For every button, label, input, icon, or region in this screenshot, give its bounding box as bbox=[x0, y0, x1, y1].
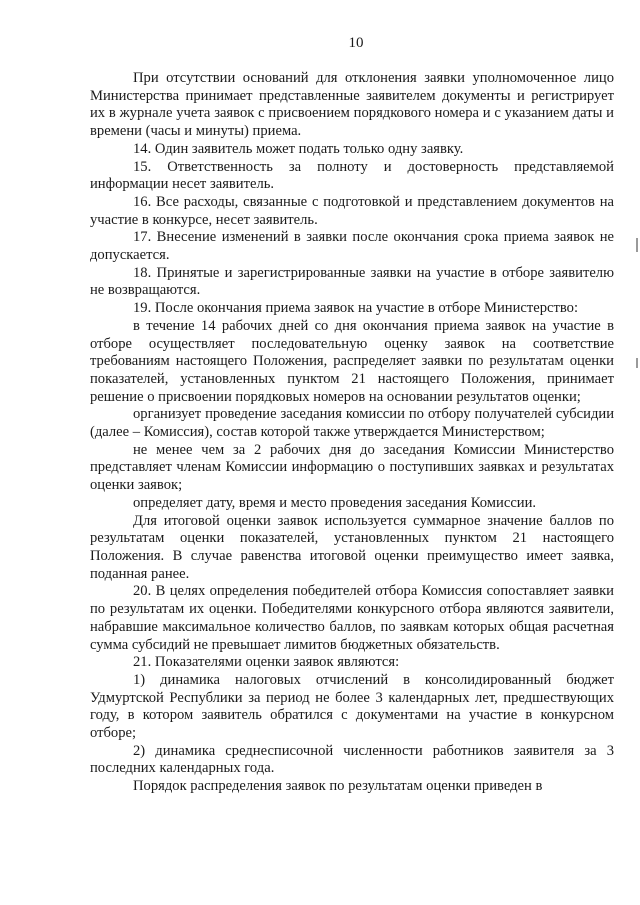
paragraph-16: 16. Все расходы, связанные с подготовкой и представлением документов на участие в конкурсе, несет заявитель. bbox=[90, 193, 614, 228]
paragraph-21: 21. Показателями оценки заявок являются: bbox=[133, 654, 400, 671]
paragraph-18: 18. Принятые и зарегистрированные заявки на участие в отборе заявителю не возвращаются. bbox=[90, 264, 614, 299]
paragraph-19-evaluation: в течение 14 рабочих дней со дня окончания приема заявок на участие в отборе осуществляет последовательную оценку заявок на соответствие требованиям настоящего Положения, распределяет заявки по результатам оценки показателей, установленных пунктом 21 настоящего Положения, принимает решение о присвоении порядковых номеров на основании результатов оценки; bbox=[90, 317, 614, 405]
scan-edge-mark bbox=[636, 358, 638, 368]
paragraph-21-item-1: 1) динамика налоговых отчислений в консолидированный бюджет Удмуртской Республики за период не более 3 календарных лет, предшествующих году, в котором заявитель обратился с документами на участие в конкурсном отборе; bbox=[90, 671, 614, 742]
paragraph-registration: При отсутствии оснований для отклонения заявки уполномоченное лицо Министерства принимает представленные заявителем документы и регистрирует их в журнале учета заявок с присвоением порядкового номера и с указанием даты и времени (часы и минуты) приема. bbox=[90, 70, 614, 140]
paragraph-17: 17. Внесение изменений в заявки после окончания срока приема заявок не допускается. bbox=[90, 229, 614, 264]
page-number: 10 bbox=[348, 35, 364, 51]
scan-edge-mark bbox=[636, 238, 638, 252]
paragraph-19-schedule: определяет дату, время и место проведения заседания Комиссии. bbox=[133, 494, 537, 511]
paragraph-19-meeting: организует проведение заседания комиссии по отбору получателей субсидии (далее – Комиссия), состав которой также утверждается Министерством; bbox=[90, 406, 614, 441]
paragraph-21-item-2: 2) динамика среднесписочной численности работников заявителя за 3 последних календарных года. bbox=[90, 742, 614, 777]
paragraph-14: 14. Один заявитель может подать только одну заявку. bbox=[133, 140, 464, 157]
paragraph-20: 20. В целях определения победителей отбора Комиссия сопоставляет заявки по результатам их оценки. Победителями конкурсного отбора являются заявители, набравшие максимальное количество баллов, по заявкам которых общая расчетная сумма субсидий не превышает лимитов бюджетных обязательств. bbox=[90, 583, 614, 653]
paragraph-19: 19. После окончания приема заявок на участие в отборе Министерство: bbox=[133, 300, 579, 317]
paragraph-distribution: Порядок распределения заявок по результатам оценки приведен в bbox=[133, 778, 543, 795]
document-page bbox=[90, 34, 614, 796]
paragraph-15: 15. Ответственность за полноту и достоверность представляемой информации несет заявитель. bbox=[90, 158, 614, 193]
paragraph-19-notice: не менее чем за 2 рабочих дня до заседания Комиссии Министерство представляет членам Комиссии информацию о поступивших заявках и результатах оценки заявок; bbox=[90, 441, 614, 494]
paragraph-final-score: Для итоговой оценки заявок используется суммарное значение баллов по результатам оценки показателей, установленных пунктом 21 настоящего Положения. В случае равенства итоговой оценки преимущество имеет заявка, поданная ранее. bbox=[90, 512, 614, 582]
